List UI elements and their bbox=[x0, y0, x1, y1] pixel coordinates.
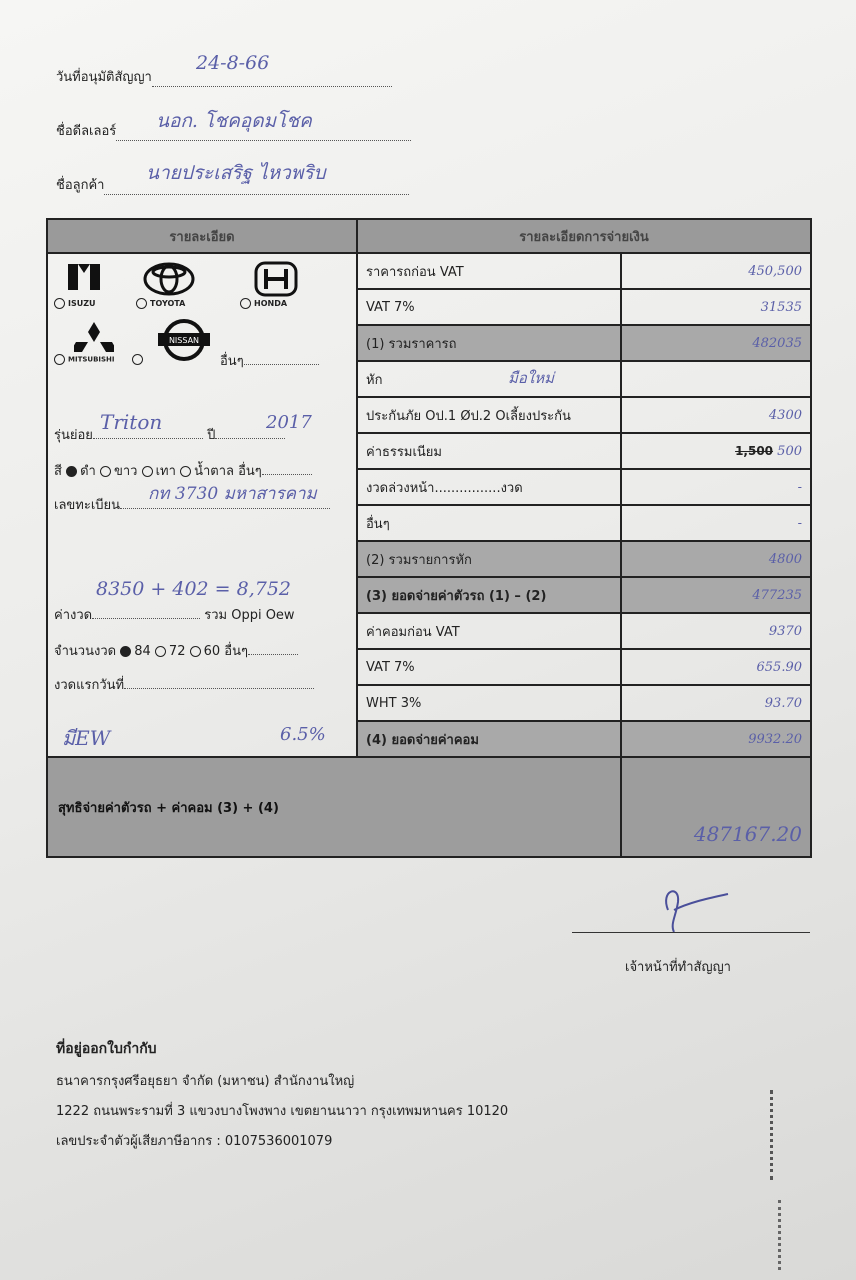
honda-logo-icon bbox=[253, 260, 299, 302]
payment-row-value: 450,500 bbox=[621, 253, 811, 289]
installments-84-radio[interactable] bbox=[120, 646, 131, 657]
dealer-value: นอก. โชคอุดมโชค bbox=[156, 110, 312, 132]
net-total-value: 487167.20 bbox=[621, 757, 811, 857]
payment-row-label: ค่าธรรมเนียม bbox=[357, 433, 621, 469]
payment-details-header: รายละเอียดการจ่ายเงิน bbox=[357, 219, 811, 253]
brand-honda[interactable] bbox=[240, 298, 287, 309]
installments-72-radio[interactable] bbox=[155, 646, 166, 657]
brand-other-label: อื่นๆ bbox=[220, 354, 244, 369]
payment-table bbox=[46, 218, 812, 858]
payment-row-value: 9370 bbox=[621, 613, 811, 649]
mitsubishi-logo-icon bbox=[74, 320, 114, 358]
customer-value: นายประเสริฐ ไหวพริบ bbox=[146, 162, 326, 184]
customer-field bbox=[56, 162, 409, 195]
payment-row-value: 477235 bbox=[621, 577, 811, 613]
payment-row-label: ราคารถก่อน VAT bbox=[357, 253, 621, 289]
payment-row-label: WHT 3% bbox=[357, 685, 621, 721]
payment-row-label bbox=[357, 361, 621, 397]
color-radio-black[interactable] bbox=[66, 466, 77, 477]
payment-row-label: VAT 7% bbox=[357, 289, 621, 325]
details-header: รายละเอียด bbox=[47, 219, 357, 253]
color-radio-gray[interactable] bbox=[142, 466, 153, 477]
brand-mitsubishi-label: MITSUBISHI bbox=[68, 355, 115, 364]
payment-row-label: อื่นๆ bbox=[357, 505, 621, 541]
perforation-mark bbox=[770, 1090, 779, 1180]
brand-isuzu[interactable] bbox=[54, 298, 96, 309]
installments-60-radio[interactable] bbox=[190, 646, 201, 657]
payment-row-value: - bbox=[621, 469, 811, 505]
payment-row-value bbox=[621, 433, 811, 469]
isuzu-logo-icon bbox=[66, 262, 102, 292]
payment-row-label: งวดล่วงหน้า................งวด bbox=[357, 469, 621, 505]
plate-value: กท 3730 มหาสารคาม bbox=[148, 484, 317, 504]
payment-row-label: (4) ยอดจ่ายค่าคอม bbox=[357, 721, 621, 757]
officer-signature bbox=[640, 880, 730, 944]
model-value: Triton bbox=[100, 410, 163, 434]
plate-label: เลขทะเบียน bbox=[54, 498, 121, 513]
signature-line bbox=[572, 932, 810, 933]
installments-other-label: อื่นๆ bbox=[224, 644, 248, 659]
installments-60-label: 60 bbox=[203, 644, 221, 659]
brand-other[interactable] bbox=[220, 350, 319, 371]
payment-row-value bbox=[621, 361, 811, 397]
deduct-label: หัก bbox=[366, 372, 383, 388]
color-label: สี bbox=[54, 464, 62, 479]
customer-label: ชื่อลูกค้า bbox=[56, 178, 105, 193]
color-radio-brown[interactable] bbox=[180, 466, 191, 477]
model-field bbox=[54, 424, 285, 445]
color-brown-label: น้ำตาล bbox=[194, 464, 234, 479]
color-gray-label: เทา bbox=[155, 464, 176, 479]
first-installment-field bbox=[54, 674, 314, 695]
color-field bbox=[54, 460, 312, 481]
toyota-logo-icon bbox=[143, 262, 195, 300]
fee-struck: 1,500 bbox=[735, 443, 774, 458]
payment-row-label: VAT 7% bbox=[357, 649, 621, 685]
approval-date-label: วันที่อนุมัติสัญญา bbox=[56, 70, 152, 85]
fee-value: 500 bbox=[777, 443, 802, 459]
payment-row-value: 4300 bbox=[621, 397, 811, 433]
payment-row-value: 9932.20 bbox=[621, 721, 811, 757]
installment-field bbox=[54, 604, 295, 625]
color-radio-white[interactable] bbox=[100, 466, 111, 477]
dealer-label: ชื่อดีลเลอร์ bbox=[56, 124, 117, 139]
installment-total-label: รวม Oppi Oew bbox=[204, 608, 295, 623]
perforation-mark bbox=[778, 1200, 785, 1270]
payment-row-value: - bbox=[621, 505, 811, 541]
payment-row-label: ประกันภัย Oป.1 Øป.2 Oเลี้ยงประกัน bbox=[357, 397, 621, 433]
color-white-label: ขาว bbox=[113, 464, 138, 479]
model-label: รุ่นย่อย bbox=[54, 428, 93, 443]
net-total-label: สุทธิจ่ายค่าตัวรถ + ค่าคอม (3) + (4) bbox=[47, 757, 621, 857]
approval-date-field bbox=[56, 52, 392, 87]
brand-isuzu-label: ISUZU bbox=[68, 299, 96, 308]
address-line-1: ธนาคารกรุงศรีอยุธยา จำกัด (มหาชน) สำนักงานใหญ่ bbox=[56, 1074, 355, 1089]
payment-row-value: 482035 bbox=[621, 325, 811, 361]
payment-row-value: 93.70 bbox=[621, 685, 811, 721]
brand-nissan[interactable] bbox=[132, 352, 146, 367]
num-installments-label: จำนวนงวด bbox=[54, 644, 117, 659]
payment-row-value: 31535 bbox=[621, 289, 811, 325]
installment-label: ค่างวด bbox=[54, 608, 93, 623]
color-other-label: อื่นๆ bbox=[238, 464, 262, 479]
deduct-note: มือใหม่ bbox=[508, 369, 554, 387]
year-label: ปี bbox=[207, 428, 216, 443]
address-line-2: 1222 ถนนพระรามที่ 3 แขวงบางโพงพาง เขตยานนาวา กรุงเทพมหานคร 10120 bbox=[56, 1104, 509, 1119]
payment-row-value: 655.90 bbox=[621, 649, 811, 685]
brand-mitsubishi[interactable] bbox=[54, 354, 115, 365]
brand-honda-label: HONDA bbox=[254, 299, 288, 308]
payment-row-label: ค่าคอมก่อน VAT bbox=[357, 613, 621, 649]
installments-84-label: 84 bbox=[134, 644, 151, 659]
dealer-field bbox=[56, 110, 411, 141]
installments-72-label: 72 bbox=[168, 644, 186, 659]
payment-row-label: (3) ยอดจ่ายค่าตัวรถ (1) – (2) bbox=[357, 577, 621, 613]
first-installment-label: งวดแรกวันที่ bbox=[54, 678, 125, 693]
payment-row-label: (1) รวมราคารถ bbox=[357, 325, 621, 361]
color-black-label: ดำ bbox=[80, 464, 96, 479]
nissan-logo-text: NISSAN bbox=[168, 336, 200, 345]
year-value: 2017 bbox=[266, 412, 312, 433]
signature-label: เจ้าหน้าที่ทำสัญญา bbox=[625, 960, 731, 975]
installment-value: 8350 + 402 = 8,752 bbox=[96, 578, 292, 600]
nissan-logo-icon bbox=[156, 318, 212, 366]
num-installments-field bbox=[54, 640, 298, 661]
address-title: ที่อยู่ออกใบกำกับ bbox=[56, 1041, 157, 1057]
payment-row-value: 4800 bbox=[621, 541, 811, 577]
ew-note: มีEW bbox=[62, 726, 111, 750]
vehicle-details-panel bbox=[47, 253, 357, 757]
address-line-3: เลขประจำตัวผู้เสียภาษีอากร : 0107536001079 bbox=[56, 1134, 333, 1149]
ew-rate: 6.5% bbox=[280, 724, 326, 745]
payment-row-label: (2) รวมรายการหัก bbox=[357, 541, 621, 577]
approval-date-value: 24-8-66 bbox=[196, 52, 270, 74]
brand-toyota-label: TOYOTA bbox=[150, 299, 186, 308]
brand-toyota[interactable] bbox=[136, 298, 185, 309]
